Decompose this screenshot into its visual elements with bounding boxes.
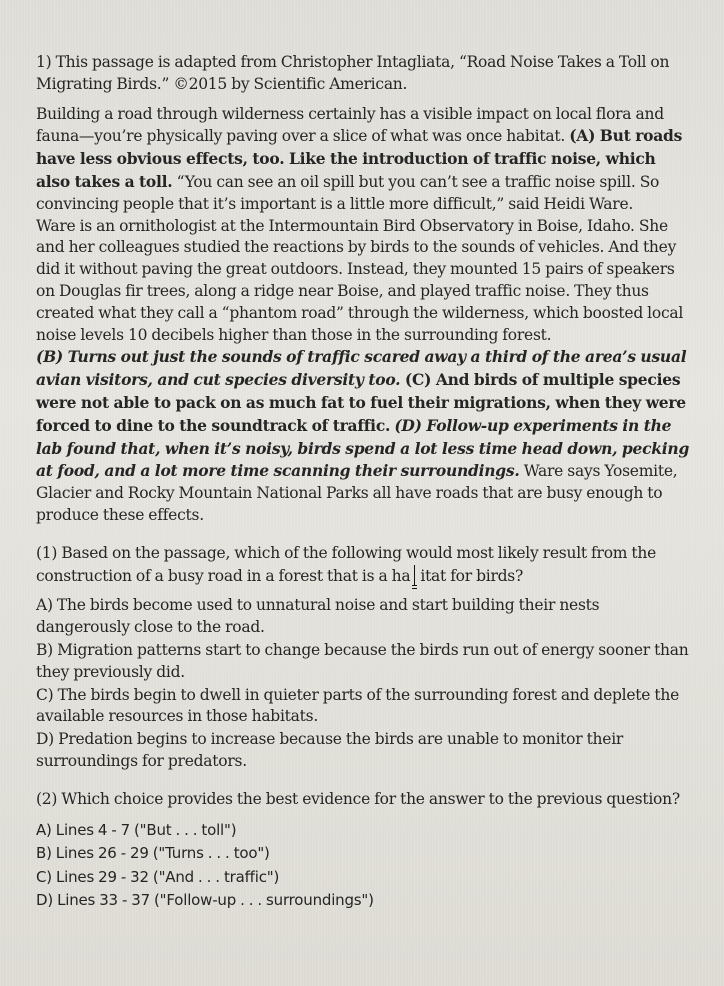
passage-paragraph-1: [36, 104, 690, 216]
question-1-option-a[interactable]: A) The birds become used to unnatural noise and start building their nests dangerously close to the road.: [36, 596, 600, 637]
highlighted-evidence-a: (A) But roads have less obvious effects, too. Like the introduction of traffic noise, which also takes a toll.: [36, 126, 683, 191]
source-citation: 1) This passage is adapted from Christopher Intagliata, “Road Noise Takes a Toll on Migrating Birds.” ©2015 by Scientific American.: [36, 53, 670, 93]
question-1-options: [36, 595, 690, 772]
question-2-option-d[interactable]: D) Lines 33 - 37 ("Follow-up . . . surroundings"): [36, 891, 374, 909]
passage-paragraph-3: [36, 346, 690, 526]
highlighted-evidence-b: (B) Turns out just the sounds of traffic scared away a third of the area’s usual avian visitors, and cut species diversity too.: [36, 347, 687, 390]
question-2-option-a[interactable]: A) Lines 4 - 7 ("But . . . toll"): [36, 820, 237, 839]
question-1-prompt-start: (1) Based on the passage, which of the following would most likely result from the construction of a busy road in a forest that is a ha: [36, 543, 657, 585]
question-2-option-b[interactable]: B) Lines 26 - 29 ("Turns . . . too"): [36, 844, 270, 862]
question-1-option-c[interactable]: C) The birds begin to dwell in quieter parts of the surrounding forest and deplete the available resources in those habitats.: [36, 685, 680, 726]
question-1-prompt-end: itat for birds?: [420, 566, 524, 585]
question-1-prompt: [36, 543, 690, 588]
passage-paragraph-2: [36, 216, 690, 347]
question-2-prompt: (2) Which choice provides the best evidence for the answer to the previous question?: [36, 789, 680, 808]
question-2-options: [36, 819, 690, 912]
passage-text: Building a road through wilderness certainly has a visible impact on local flora and fauna—you’re physically paving over a slice of what was once habitat.: [36, 104, 664, 146]
highlighted-evidence-d: (D) Follow-up experiments in the lab found that, when it’s noisy, birds spend a lot less time head down, pecking at food, and a lot more time scanning their surroundings.: [36, 415, 690, 481]
passage-text: Ware says Yosemite, Glacier and Rocky Mountain National Parks all have roads that are busy enough to produce these effects.: [36, 462, 678, 524]
highlighted-evidence-c: (C) And birds of multiple species were not able to pack on as much fat to fuel their migrations, when they were forced to dine to the soundtrack of traffic.: [36, 370, 686, 435]
passage-text: Ware is an ornithologist at the Intermountain Bird Observatory in Boise, Idaho. She and her colleagues studied the reactions by birds to the sounds of vehicles. And they did it without paving the great outdoors. Instead, they mounted 15 pairs of speakers on Douglas fir trees, along a ridge near Boise, and played traffic noise. They thus created what they call a “phantom road” through the wilderness, which boosted local noise levels 10 decibels higher than those in the surrounding forest.: [36, 216, 684, 344]
question-1-option-d[interactable]: D) Predation begins to increase because the birds are unable to monitor their surroundings for predators.: [36, 730, 624, 770]
question-1-option-b[interactable]: B) Migration patterns start to change because the birds run out of energy sooner than they previously did.: [36, 640, 689, 681]
passage-text: “You can see an oil spill but you can’t see a traffic noise spill. So convincing people that it’s important is a little more difficult,” said Heidi Ware.: [36, 172, 660, 213]
question-2-option-c[interactable]: C) Lines 29 - 32 ("And . . . traffic"): [36, 867, 280, 886]
text-cursor-icon: [411, 565, 419, 587]
